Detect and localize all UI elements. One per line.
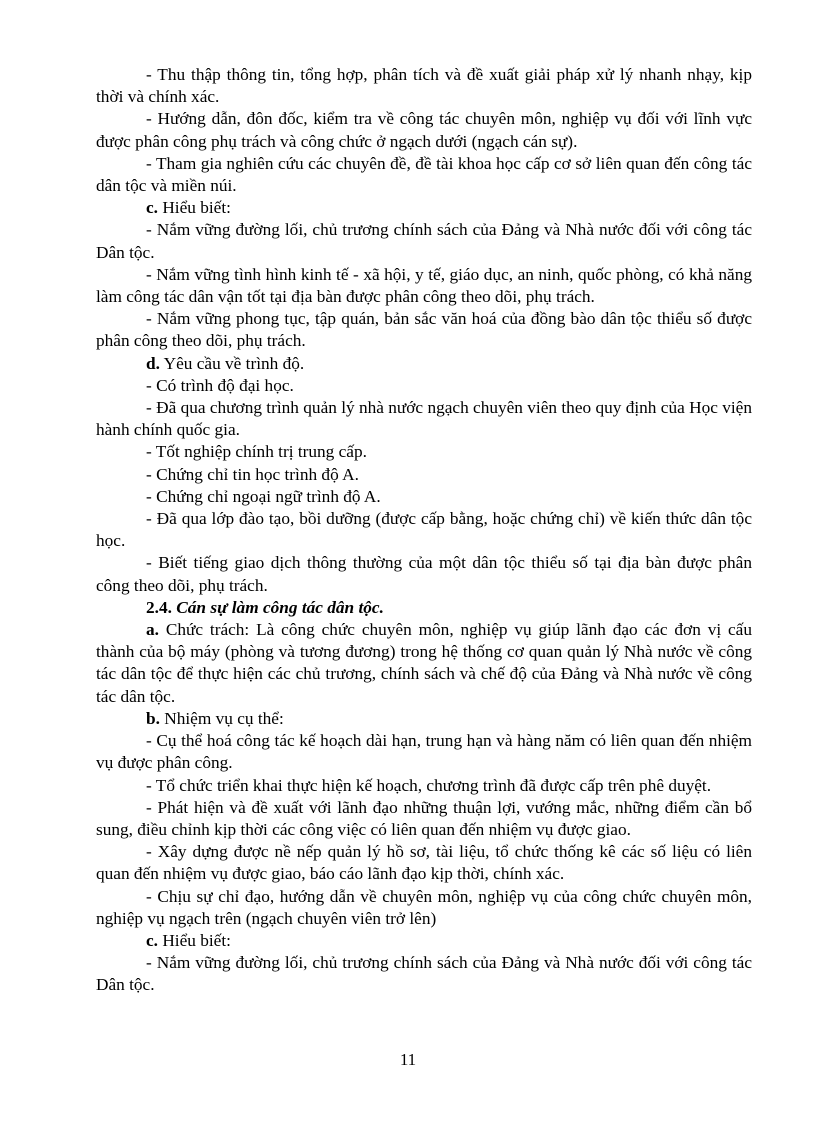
list-item: - Tổ chức triển khai thực hiện kế hoạch, chương trình đã được cấp trên phê duyệt. — [146, 775, 712, 795]
list-item: - Phát hiện và đề xuất với lãnh đạo những thuận lợi, vướng mắc, những điểm cần bổ sung, điều chỉnh kịp thời các công việc có liên quan đến nhiệm vụ được giao. — [96, 797, 752, 839]
section-text: Hiểu biết: — [158, 198, 231, 218]
list-item: - Chịu sự chỉ đạo, hướng dẫn về chuyên môn, nghiệp vụ của công chức chuyên môn, nghiệp vụ ngạch trên (ngạch chuyên viên trở lên) — [96, 886, 752, 928]
section-text: Nhiệm vụ cụ thể: — [159, 708, 284, 728]
list-item: - Nắm vững đường lối, chủ trương chính sách của Đảng và Nhà nước đối với công tác Dân tộc. — [96, 953, 752, 995]
section-label: b. — [146, 708, 160, 728]
heading-title: Cán sự làm công tác dân tộc. — [176, 597, 384, 617]
section-label: c. — [146, 930, 158, 950]
section-label: d. — [146, 353, 160, 373]
heading-number: 2.4. — [146, 597, 172, 617]
section-heading-2-4 — [96, 597, 752, 619]
section-label: a. — [146, 620, 159, 640]
list-item: - Tốt nghiệp chính trị trung cấp. — [146, 442, 367, 462]
section-text: Hiểu biết: — [158, 930, 231, 950]
list-item: - Nắm vững đường lối, chủ trương chính sách của Đảng và Nhà nước đối với công tác Dân tộc. — [96, 220, 752, 262]
list-item: - Nắm vững phong tục, tập quán, bản sắc văn hoá của đồng bào dân tộc thiểu số được phân công theo dõi, phụ trách. — [96, 309, 752, 351]
page-number: 11 — [399, 1050, 417, 1069]
list-item: - Đã qua chương trình quản lý nhà nước ngạch chuyên viên theo quy định của Học viện hành chính quốc gia. — [96, 398, 752, 440]
list-item: - Có trình độ đại học. — [146, 375, 294, 395]
section-heading-a — [96, 619, 752, 708]
list-item: - Cụ thể hoá công tác kế hoạch dài hạn, trung hạn và hàng năm có liên quan đến nhiệm vụ được phân công. — [96, 731, 752, 773]
paragraph: - Thu thập thông tin, tổng hợp, phân tích và đề xuất giải pháp xử lý nhanh nhạy, kịp thời và chính xác. — [96, 65, 752, 107]
list-item: - Biết tiếng giao dịch thông thường của một dân tộc thiểu số tại địa bàn được phân công theo dõi, phụ trách. — [96, 553, 752, 595]
paragraph: - Hướng dẫn, đôn đốc, kiểm tra về công tác chuyên môn, nghiệp vụ đối với lĩnh vực được phân công phụ trách và công chức ở ngạch dưới (ngạch cán sự). — [96, 109, 752, 151]
section-heading-c — [96, 197, 752, 219]
section-heading-c — [96, 930, 752, 952]
list-item: - Xây dựng được nề nếp quản lý hồ sơ, tài liệu, tổ chức thống kê các số liệu có liên quan đến nhiệm vụ được giao, báo cáo lãnh đạo kịp thời, chính xác. — [96, 842, 752, 884]
list-item: - Chứng chỉ ngoại ngữ trình độ A. — [146, 486, 381, 506]
section-label: c. — [146, 198, 158, 218]
section-text: Yêu cầu về trình độ. — [159, 353, 305, 373]
section-text: Chức trách: Là công chức chuyên môn, nghiệp vụ giúp lãnh đạo các đơn vị cấu thành của bộ máy (phòng và tương đương) trong hệ thống cơ quan quản lý Nhà nước về công tác dân tộc để thực hiện các chủ trương, chính sách và chế độ của Đảng và Nhà nước về công tác dân tộc. — [96, 620, 752, 706]
section-heading-d — [96, 353, 752, 375]
paragraph: - Tham gia nghiên cứu các chuyên đề, đề tài khoa học cấp cơ sở liên quan đến công tác dân tộc và miền núi. — [96, 153, 752, 196]
list-item: - Nắm vững tình hình kinh tế - xã hội, y tế, giáo dục, an ninh, quốc phòng, có khả năng làm công tác dân vận tốt tại địa bàn được phân công theo dõi, phụ trách. — [96, 264, 752, 307]
list-item: - Chứng chỉ tin học trình độ A. — [146, 464, 359, 484]
section-heading-b — [96, 708, 752, 730]
list-item: - Đã qua lớp đào tạo, bồi dưỡng (được cấp bằng, hoặc chứng chỉ) về kiến thức dân tộc học. — [96, 509, 752, 551]
document-body — [96, 64, 752, 997]
